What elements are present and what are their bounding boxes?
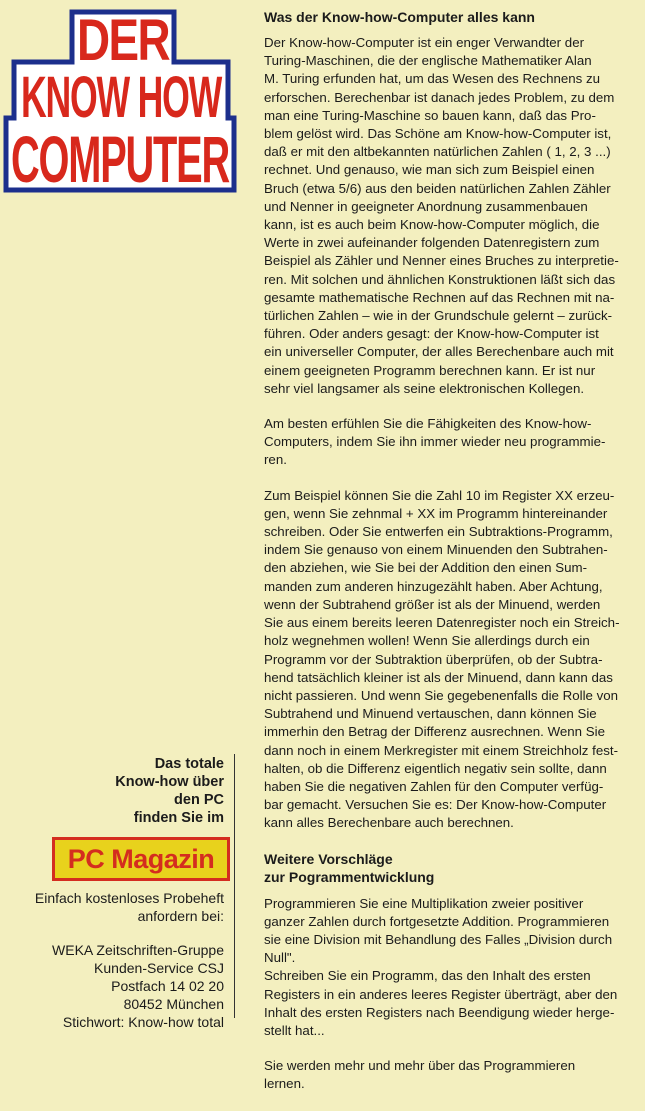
text-line: lernen. [264, 1076, 305, 1092]
paragraph-closing [264, 1057, 629, 1093]
logo-graphic [2, 4, 238, 194]
text-line: Inhalt des ersten Registers nach Beendigung wieder herge- [264, 1004, 615, 1020]
text-line: Am besten erfühlen Sie die Fähigkeiten des Know-how- [264, 416, 592, 432]
text-line: haben Sie die negativen Zahlen für den Computer verfüg- [264, 778, 604, 794]
promo-headline-line: den PC [174, 792, 224, 808]
text-line: Der Know-how-Computer ist ein enger Verwandter der [264, 35, 585, 50]
text-line: Bruch (etwa 5/6) aus den beiden natürlichen Zahlen Zähler [264, 180, 611, 196]
address-line: Stichwort: Know-how total [62, 1014, 224, 1030]
logo-line-der: DER [77, 8, 170, 73]
text-line: Zum Beispiel können Sie die Zahl 10 im Register XX erzeu- [264, 487, 615, 503]
pc-magazin-logo: PC Magazin [52, 837, 230, 881]
text-line: Werte in zwei aufeinander folgenden Datenregistern zum [264, 235, 600, 251]
logo-line-know-how: KNOW HOW [21, 65, 223, 130]
text-line: Registers in ein anderes leeres Register überträgt, aber den [264, 986, 618, 1002]
text-line: Beispiel als Zähler und Nenner eines Bruches zu interpretie- [264, 253, 619, 269]
text-line: gen, wenn Sie zehnmal + XX im Programm hintereinander [264, 505, 608, 521]
text-line: kann, ist es auch beim Know-how-Computer möglich, die [264, 217, 600, 233]
heading-line: zur Pogrammentwicklung [264, 868, 435, 885]
text-line: kann alles Berechenbare auch berechnen. [264, 815, 514, 831]
text-line: schreiben. Oder Sie entwerfen ein Subtraktions-Programm, [264, 524, 613, 540]
text-line: Computers, indem Sie ihn immer wieder neu programmie- [264, 434, 606, 450]
promo-headline-line: Know-how über [115, 774, 224, 790]
paragraph-programming [264, 415, 629, 470]
logo-line-computer: COMPUTER [11, 122, 230, 194]
text-line: und Nenner in geeigneter Anordnung zusammenbauen [264, 198, 588, 214]
text-line: rechnet. Und genauso, wie man sich zum Beispiel einen [264, 162, 595, 178]
text-line: M. Turing erfunden hat, um das Wesen des Rechnens zu [264, 71, 601, 87]
pc-magazin-promo [10, 755, 224, 1031]
paragraph-register-copy [264, 967, 629, 1040]
text-line: den abziehen, wie Sie bei der Addition den einen Sum- [264, 560, 588, 576]
promo-address [10, 941, 224, 1031]
text-line: Schreiben Sie ein Programm, das den Inhalt des ersten [264, 968, 591, 984]
text-line: ganzer Zahlen durch fortgesetzte Addition. Programmieren [264, 913, 610, 929]
text-line: ein universeller Computer, der alles Berechenbare auch mit [264, 344, 614, 360]
text-line: holz wegnehmen wollen! Wenn Sie allerdings durch ein [264, 633, 590, 649]
text-line: Programm vor der Subtraktion überprüfen, ob der Subtra- [264, 651, 603, 667]
address-line: WEKA Zeitschriften-Gruppe [52, 942, 224, 958]
text-line: nicht passieren. Und wenn Sie gegebenenfalls die Rolle von [264, 687, 619, 703]
text-line: Sie aus einem bereits leeren Datenregister noch ein Streich- [264, 615, 620, 631]
paragraph-intro [264, 34, 629, 398]
paragraph-multiplication [264, 895, 629, 968]
text-line: daß er mit den altbekannten natürlichen Zahlen ( 1, 2, 3 ...) [264, 144, 611, 160]
text-line: blem gelöst wird. Das Schöne am Know-how-Computer ist, [264, 126, 612, 142]
text-line: führen. Oder anders gesagt: der Know-how-Computer ist [264, 326, 599, 342]
address-line: Kunden-Service CSJ [94, 960, 224, 976]
text-line: wenn der Subtrahend größer ist als der Minuend, werden [264, 596, 601, 612]
text-line: sehr viel langsamer als seine elektronischen Kollegen. [264, 380, 585, 396]
address-line: Postfach 14 02 20 [111, 978, 224, 994]
text-line: ren. [264, 452, 287, 468]
text-line: indem Sie genauso von einem Minuenden den Subtrahen- [264, 542, 608, 558]
text-line: halten, ob die Differenz eigentlich negativ sein sollte, dann [264, 760, 607, 776]
text-line: sie eine Division mit Behandlung des Falles „Division durch [264, 931, 613, 947]
article [264, 8, 629, 1111]
text-line: man eine Turing-Maschine so bauen kann, daß das Pro- [264, 107, 596, 123]
text-line: erforschen. Berechenbar ist danach jedes Problem, zu dem [264, 89, 615, 105]
section-heading-suggestions [264, 850, 629, 886]
text-line: bar gemacht. Versuchen Sie es: Der Know-how-Computer [264, 797, 607, 813]
text-line: Subtrahend und Minuend vertauschen, dann können Sie [264, 706, 597, 722]
text-line: gesamte mathematische Rechnen auf das Rechnen mit na- [264, 289, 615, 305]
promo-offer [10, 889, 224, 925]
text-line: Sie werden mehr und mehr über das Programmieren [264, 1058, 576, 1074]
text-line: Programmieren Sie eine Multiplikation zweier positiver [264, 895, 584, 911]
text-line: Null". [264, 950, 296, 966]
text-line: einem geeigneten Programm berechnen kann. Er ist nur [264, 362, 596, 378]
text-line: stellt hat... [264, 1022, 325, 1038]
heading-line: Weitere Vorschläge [264, 850, 393, 867]
promo-offer-line: Einfach kostenloses Probeheft [34, 890, 224, 906]
promo-offer-line: anfordern bei: [137, 908, 224, 924]
text-line: Turing-Maschinen, die der englische Mathematiker Alan [264, 53, 592, 69]
article-heading: Was der Know-how-Computer alles kann [264, 9, 535, 25]
promo-divider [234, 754, 235, 1018]
text-line: ren. Mit solchen und ähnlichen Konstruktionen läßt sich das [264, 271, 616, 287]
text-line: hend tatsächlich kleiner ist als der Minuend, dann kann das [264, 669, 613, 685]
promo-headline [10, 755, 224, 827]
paragraph-example [264, 487, 629, 833]
text-line: türlichen Zahlen – wie in der Grundschule gelernt – zurück- [264, 308, 613, 324]
promo-headline-line: Das totale [154, 756, 224, 772]
address-line: 80452 München [123, 996, 224, 1012]
text-line: manden zum anderen hinzugezählt haben. Aber Achtung, [264, 578, 603, 594]
promo-headline-line: finden Sie im [133, 810, 224, 826]
text-line: dann noch in einem Merkregister mit einem Streichholz fest- [264, 742, 618, 758]
text-line: immerhin den Betrag der Differenz ausrechnen. Wenn Sie [264, 724, 605, 740]
know-how-computer-logo [2, 4, 238, 194]
